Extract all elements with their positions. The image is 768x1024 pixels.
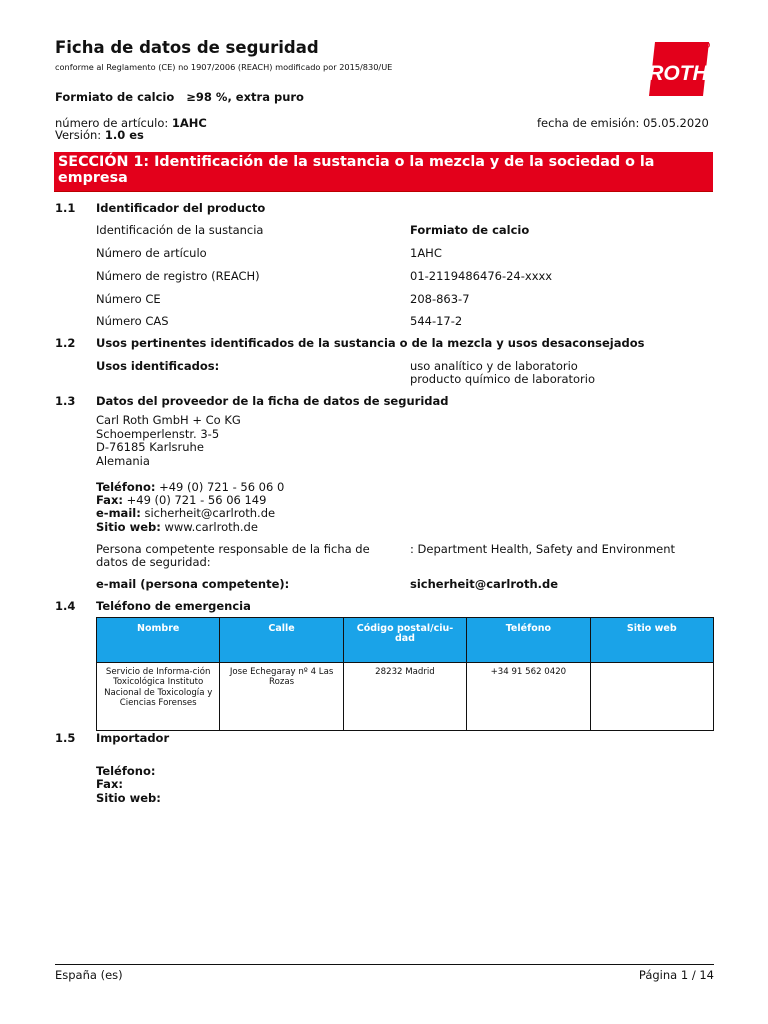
field-value: 208-863-7 <box>410 292 470 306</box>
table-cell: +34 91 562 0420 <box>467 663 590 731</box>
emergency-contacts-table <box>96 617 714 731</box>
table-cell: Servicio de Informa-ción Toxicológica Instituto Nacional de Toxicología y Ciencias Forenses <box>97 663 220 731</box>
regulation-subtitle: conforme al Reglamento (CE) no 1907/2006 (REACH) modificado por 2015/830/UE <box>55 62 393 72</box>
section-number-1-1: 1.1 <box>55 201 76 215</box>
competent-email-label: e-mail (persona competente): <box>96 577 290 591</box>
supplier-website: Sitio web: www.carlroth.de <box>96 520 258 534</box>
column-header: Teléfono <box>467 618 590 663</box>
section-heading-1-4: Teléfono de emergencia <box>96 599 251 613</box>
footer-country: España (es) <box>55 968 123 982</box>
section-heading-1-3: Datos del proveedor de la ficha de datos de seguridad <box>96 394 449 408</box>
section-number-1-2: 1.2 <box>55 336 76 350</box>
table-row <box>97 663 714 731</box>
email-link[interactable]: sicherheit@carlroth.de <box>144 506 276 520</box>
table-cell: 28232 Madrid <box>343 663 466 731</box>
column-header: Sitio web <box>590 618 713 663</box>
importer-phone-label: Teléfono: <box>96 764 156 778</box>
address-line: Schoemperlenstr. 3-5 <box>96 427 220 441</box>
field-label: Número de registro (REACH) <box>96 269 260 283</box>
address-line: Carl Roth GmbH + Co KG <box>96 413 241 427</box>
section-1-banner <box>54 152 713 192</box>
table-cell: Jose Echegaray nº 4 Las Rozas <box>220 663 343 731</box>
section-heading-1-5: Importador <box>96 731 170 745</box>
field-label: Número de artículo <box>96 246 207 260</box>
document-title: Ficha de datos de seguridad <box>55 38 319 57</box>
competent-person-label-1: Persona competente responsable de la ficha de <box>96 542 370 556</box>
column-header: Calle <box>220 618 343 663</box>
section-number-1-3: 1.3 <box>55 394 76 408</box>
version: Versión: 1.0 es <box>55 128 144 142</box>
section-heading-1-1: Identificador del producto <box>96 201 266 215</box>
roth-logo <box>641 40 713 96</box>
section-number-1-5: 1.5 <box>55 731 76 745</box>
identified-uses-label: Usos identificados: <box>96 359 220 373</box>
column-header: Nombre <box>97 618 220 663</box>
field-value: Formiato de calcio <box>410 223 530 237</box>
footer-divider <box>55 964 714 965</box>
address-line: Alemania <box>96 454 150 468</box>
product-name: Formiato de calcio ≥98 %, extra puro <box>55 90 304 104</box>
section-number-1-4: 1.4 <box>55 599 76 613</box>
field-label: Número CE <box>96 292 161 306</box>
table-header-row <box>97 618 714 663</box>
supplier-email: e-mail: sicherheit@carlroth.de <box>96 506 276 520</box>
competent-person-label-2: datos de seguridad: <box>96 555 211 569</box>
competent-person-value: : Department Health, Safety and Environment <box>410 542 676 556</box>
article-number: número de artículo: 1AHC <box>55 116 207 130</box>
field-label: Identificación de la sustancia <box>96 223 264 237</box>
field-value: 544-17-2 <box>410 314 463 328</box>
identified-use-2: producto químico de laboratorio <box>410 372 596 386</box>
field-label: Número CAS <box>96 314 169 328</box>
importer-fax-label: Fax: <box>96 777 123 791</box>
section-heading-1-2: Usos pertinentes identificados de la sustancia o de la mezcla y usos desaconsejados <box>96 336 645 350</box>
identified-use-1: uso analítico y de laboratorio <box>410 359 578 373</box>
supplier-phone: Teléfono: +49 (0) 721 - 56 06 0 <box>96 480 285 494</box>
logo-text: ROTH <box>648 62 708 85</box>
address-line: D-76185 Karlsruhe <box>96 440 204 454</box>
issue-date: fecha de emisión: 05.05.2020 <box>537 116 709 130</box>
field-value: 01-2119486476-24-xxxx <box>410 269 553 283</box>
competent-email-value[interactable]: sicherheit@carlroth.de <box>410 577 559 591</box>
importer-web-label: Sitio web: <box>96 791 161 805</box>
footer-page-number: Página 1 / 14 <box>638 968 714 982</box>
section-1-title: SECCIÓN 1: Identificación de la sustancia o la mezcla y de la sociedad o la empresa <box>58 154 655 186</box>
column-header: Código postal/ciu-dad <box>343 618 466 663</box>
field-value: 1AHC <box>410 246 442 260</box>
supplier-fax: Fax: +49 (0) 721 - 56 06 149 <box>96 493 267 507</box>
table-cell <box>590 663 713 731</box>
website-link[interactable]: www.carlroth.de <box>164 520 258 534</box>
